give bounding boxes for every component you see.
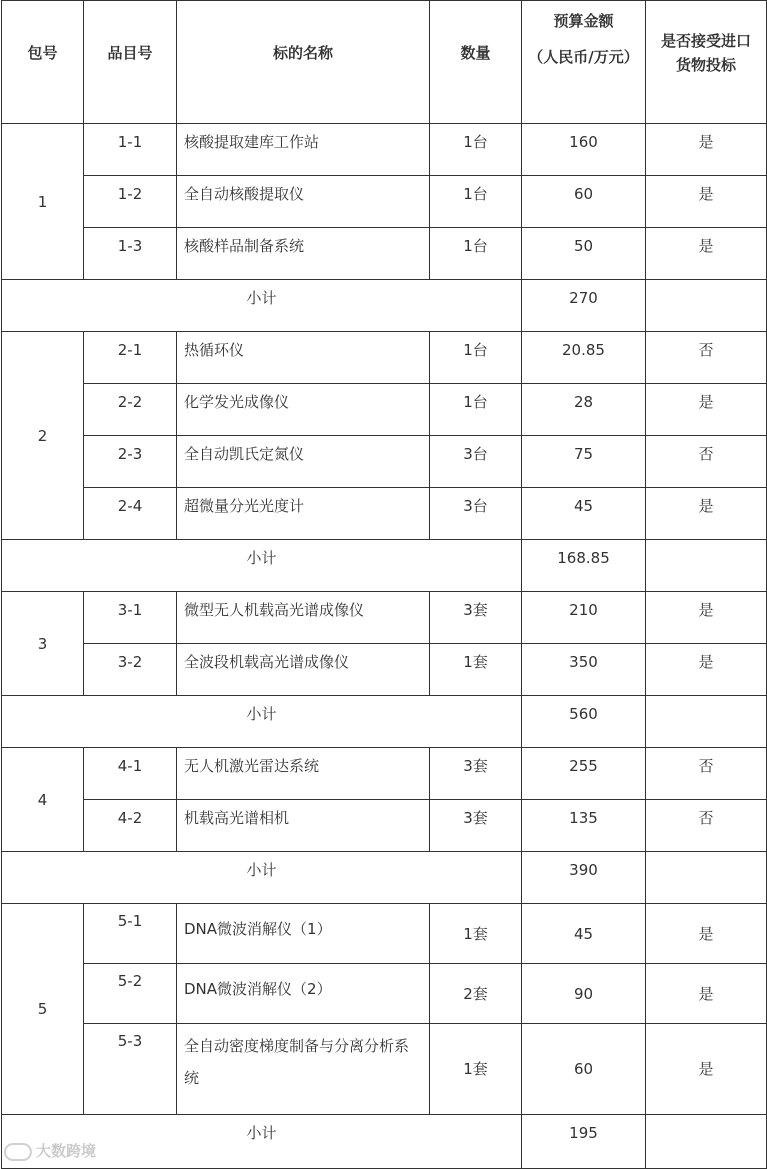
import-accepted: 是 bbox=[646, 228, 767, 280]
item-budget: 160 bbox=[522, 124, 646, 176]
item-number: 3-2 bbox=[84, 644, 177, 696]
import-accepted: 是 bbox=[646, 904, 767, 964]
import-accepted: 否 bbox=[646, 800, 767, 852]
import-accepted: 是 bbox=[646, 1024, 767, 1115]
item-quantity: 3套 bbox=[430, 592, 522, 644]
item-name: 机载高光谱相机 bbox=[177, 800, 430, 852]
subtotal-empty bbox=[646, 696, 767, 748]
item-name: 全自动密度梯度制备与分离分析系统 bbox=[177, 1024, 430, 1115]
subtotal-value: 560 bbox=[522, 696, 646, 748]
item-name: 微型无人机载高光谱成像仪 bbox=[177, 592, 430, 644]
subtotal-row bbox=[2, 852, 767, 904]
item-name: 超微量分光光度计 bbox=[177, 488, 430, 540]
subtotal-value: 390 bbox=[522, 852, 646, 904]
subtotal-label: 小计 bbox=[2, 540, 522, 592]
subtotal-label: 小计 bbox=[2, 852, 522, 904]
item-name: 全自动核酸提取仪 bbox=[177, 176, 430, 228]
package-number: 1 bbox=[2, 124, 84, 280]
table-row bbox=[2, 964, 767, 1024]
item-number: 5-2 bbox=[84, 964, 177, 1024]
table-row bbox=[2, 1024, 767, 1115]
item-budget: 350 bbox=[522, 644, 646, 696]
watermark-logo-icon bbox=[4, 1143, 32, 1161]
header-row bbox=[2, 1, 767, 124]
item-quantity: 3台 bbox=[430, 488, 522, 540]
item-number: 5-3 bbox=[84, 1024, 177, 1115]
item-budget: 75 bbox=[522, 436, 646, 488]
subtotal-row bbox=[2, 696, 767, 748]
table-row bbox=[2, 748, 767, 800]
subtotal-row bbox=[2, 540, 767, 592]
item-budget: 90 bbox=[522, 964, 646, 1024]
item-quantity: 1套 bbox=[430, 644, 522, 696]
item-name: DNA微波消解仪（1） bbox=[177, 904, 430, 964]
table-row bbox=[2, 332, 767, 384]
item-number: 1-2 bbox=[84, 176, 177, 228]
header-import: 是否接受进口货物投标 bbox=[646, 1, 767, 124]
item-quantity: 1台 bbox=[430, 384, 522, 436]
item-number: 2-1 bbox=[84, 332, 177, 384]
item-quantity: 1台 bbox=[430, 332, 522, 384]
item-quantity: 1台 bbox=[430, 228, 522, 280]
package-number: 3 bbox=[2, 592, 84, 696]
item-quantity: 1台 bbox=[430, 124, 522, 176]
item-number: 5-1 bbox=[84, 904, 177, 964]
import-accepted: 是 bbox=[646, 592, 767, 644]
item-number: 1-1 bbox=[84, 124, 177, 176]
table-row bbox=[2, 800, 767, 852]
table-row bbox=[2, 904, 767, 964]
item-budget: 60 bbox=[522, 1024, 646, 1115]
header-name: 标的名称 bbox=[177, 1, 430, 124]
subtotal-empty bbox=[646, 1115, 767, 1169]
table-row bbox=[2, 124, 767, 176]
item-number: 2-3 bbox=[84, 436, 177, 488]
item-name: 化学发光成像仪 bbox=[177, 384, 430, 436]
import-accepted: 是 bbox=[646, 124, 767, 176]
table-row bbox=[2, 436, 767, 488]
table-row bbox=[2, 228, 767, 280]
item-name: DNA微波消解仪（2） bbox=[177, 964, 430, 1024]
item-name: 热循环仪 bbox=[177, 332, 430, 384]
item-name: 全波段机载高光谱成像仪 bbox=[177, 644, 430, 696]
import-accepted: 否 bbox=[646, 748, 767, 800]
procurement-table bbox=[1, 0, 767, 1169]
item-quantity: 1套 bbox=[430, 1024, 522, 1115]
import-accepted: 是 bbox=[646, 964, 767, 1024]
subtotal-label: 小计 bbox=[2, 280, 522, 332]
table-row bbox=[2, 384, 767, 436]
item-budget: 45 bbox=[522, 904, 646, 964]
package-number: 2 bbox=[2, 332, 84, 540]
item-number: 3-1 bbox=[84, 592, 177, 644]
item-budget: 45 bbox=[522, 488, 646, 540]
subtotal-value: 270 bbox=[522, 280, 646, 332]
item-budget: 255 bbox=[522, 748, 646, 800]
import-accepted: 是 bbox=[646, 384, 767, 436]
header-budget: 预算金额 （人民币/万元） bbox=[522, 1, 646, 124]
subtotal-label: 小计 bbox=[2, 1115, 522, 1169]
item-name: 全自动凯氏定氮仪 bbox=[177, 436, 430, 488]
item-quantity: 1台 bbox=[430, 176, 522, 228]
item-quantity: 3套 bbox=[430, 800, 522, 852]
header-qty: 数量 bbox=[430, 1, 522, 124]
item-budget: 210 bbox=[522, 592, 646, 644]
item-number: 2-4 bbox=[84, 488, 177, 540]
subtotal-value: 195 bbox=[522, 1115, 646, 1169]
import-accepted: 否 bbox=[646, 436, 767, 488]
item-budget: 50 bbox=[522, 228, 646, 280]
item-budget: 28 bbox=[522, 384, 646, 436]
table-row bbox=[2, 176, 767, 228]
import-accepted: 是 bbox=[646, 176, 767, 228]
item-number: 2-2 bbox=[84, 384, 177, 436]
watermark: 大数跨境 bbox=[4, 1140, 96, 1161]
item-budget: 60 bbox=[522, 176, 646, 228]
subtotal-label: 小计 bbox=[2, 696, 522, 748]
item-budget: 135 bbox=[522, 800, 646, 852]
import-accepted: 是 bbox=[646, 644, 767, 696]
subtotal-row bbox=[2, 280, 767, 332]
table-row bbox=[2, 592, 767, 644]
package-number: 5 bbox=[2, 904, 84, 1115]
item-name: 核酸提取建库工作站 bbox=[177, 124, 430, 176]
import-accepted: 否 bbox=[646, 332, 767, 384]
item-name: 无人机激光雷达系统 bbox=[177, 748, 430, 800]
item-name: 核酸样品制备系统 bbox=[177, 228, 430, 280]
item-quantity: 3套 bbox=[430, 748, 522, 800]
table-row bbox=[2, 644, 767, 696]
item-quantity: 1套 bbox=[430, 904, 522, 964]
table-row bbox=[2, 488, 767, 540]
item-quantity: 3台 bbox=[430, 436, 522, 488]
subtotal-value: 168.85 bbox=[522, 540, 646, 592]
item-number: 4-2 bbox=[84, 800, 177, 852]
subtotal-empty bbox=[646, 852, 767, 904]
header-package: 包号 bbox=[2, 1, 84, 124]
subtotal-empty bbox=[646, 540, 767, 592]
item-quantity: 2套 bbox=[430, 964, 522, 1024]
package-number: 4 bbox=[2, 748, 84, 852]
subtotal-empty bbox=[646, 280, 767, 332]
item-number: 4-1 bbox=[84, 748, 177, 800]
import-accepted: 是 bbox=[646, 488, 767, 540]
header-item-no: 品目号 bbox=[84, 1, 177, 124]
item-number: 1-3 bbox=[84, 228, 177, 280]
subtotal-row bbox=[2, 1115, 767, 1169]
item-budget: 20.85 bbox=[522, 332, 646, 384]
